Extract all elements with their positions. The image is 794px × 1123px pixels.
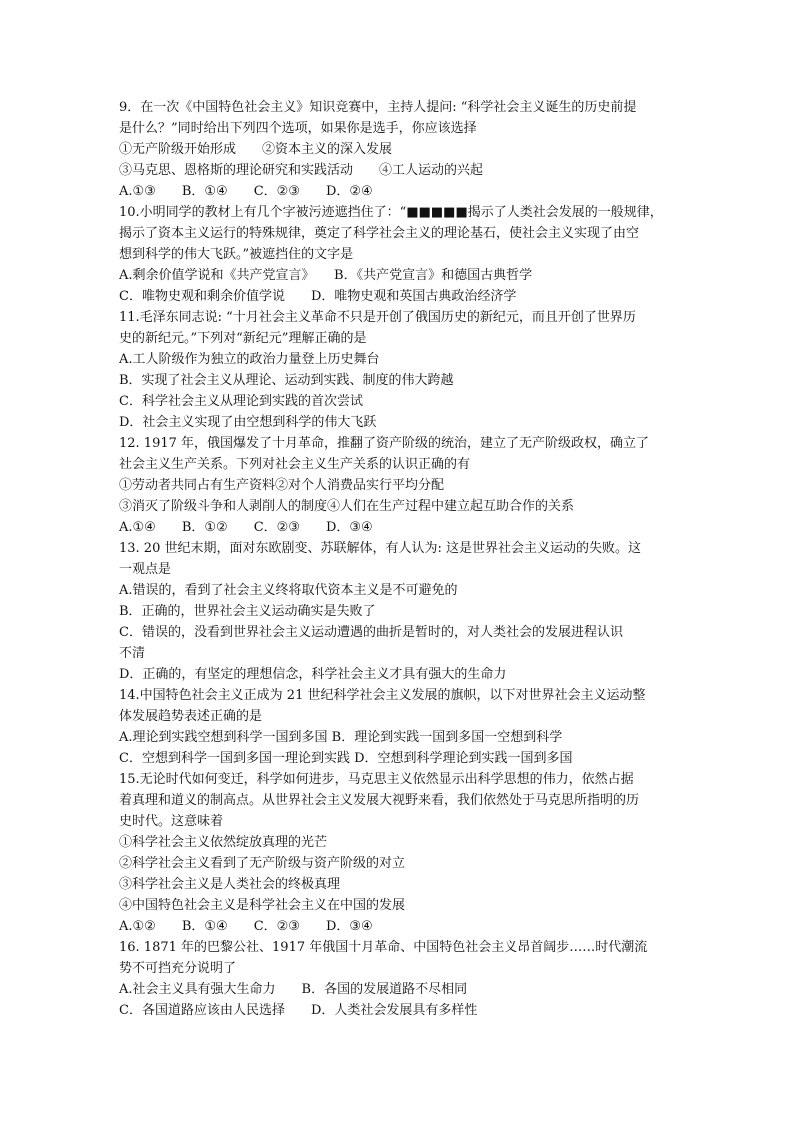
question-stem-line: 是什么？”同时给出下列四个选项，如果你是选手，你应该选择 (119, 121, 477, 136)
answer-option: C．科学社会主义从理论到实践的首次尝试 (119, 394, 363, 409)
question-13 (119, 538, 679, 685)
question-14 (119, 685, 679, 769)
question-sheet (119, 97, 679, 1021)
question-12 (119, 433, 679, 538)
statement-line: ①科学社会主义依然绽放真理的光芒 (119, 835, 328, 850)
answer-options: A.理论到实践空想到科学一国到多国 B．理论到实践一国到多国一空想到科学 (119, 730, 563, 745)
question-stem-line: 社会主义生产关系。下列对社会主义生产关系的认识正确的有 (119, 457, 471, 472)
answer-options: A.①③ B．①④ C．②③ D．②④ (119, 184, 373, 199)
question-11 (119, 307, 679, 433)
statement-line: ③马克思、恩格斯的理论研究和实践活动 ④工人运动的兴起 (119, 163, 484, 178)
answer-options: C．空想到科学一国到多国一理论到实践 D．空想到科学理论到实践一国到多国 (119, 751, 573, 766)
question-10 (119, 202, 679, 307)
question-stem-line: 14.中国特色社会主义正成为 21 世纪科学社会主义发展的旗帜，以下对世界社会主义运动整 (119, 688, 646, 703)
question-stem-line: 史的新纪元。”下列对“新纪元”理解正确的是 (119, 331, 367, 346)
answer-options: C．各国道路应该由人民选择 D．人类社会发展具有多样性 (119, 1003, 478, 1018)
answer-option: C．错误的，没看到世界社会主义运动遭遇的曲折是暂时的，对人类社会的发展进程认识 (119, 625, 623, 640)
statement-line: ④中国特色社会主义是科学社会主义在中国的发展 (119, 898, 406, 913)
answer-options: A.①④ B．①② C．②③ D．③④ (119, 520, 373, 535)
answer-option: D．社会主义实现了由空想到科学的伟大飞跃 (119, 415, 377, 430)
answer-options: A.①② B．①④ C．②③ D．③④ (119, 919, 373, 934)
statement-line: ①无产阶级开始形成 ②资本主义的深入发展 (119, 142, 393, 157)
answer-option: A.工人阶级作为独立的政治力量登上历史舞台 (119, 352, 380, 367)
answer-option: D．正确的，有坚定的理想信念，科学社会主义才具有强大的生命力 (119, 667, 507, 682)
question-9 (119, 97, 679, 202)
question-stem-line: 揭示了资本主义运行的特殊规律，奠定了科学社会主义的理论基石，使社会主义实现了由空 (119, 226, 640, 241)
answer-options: C．唯物史观和剩余价值学说 D．唯物史观和英国古典政治经济学 (119, 289, 517, 304)
statement-line: ③消灭了阶级斗争和人剥削人的制度④人们在生产过程中建立起互助合作的关系 (119, 499, 575, 514)
question-stem-line: 9．在一次《中国特色社会主义》知识竞赛中，主持人提问: “科学社会主义诞生的历史前提 (119, 100, 637, 115)
statement-line: ③科学社会主义是人类社会的终极真理 (119, 877, 341, 892)
question-stem-line: 着真理和道义的制高点。从世界社会主义发展大视野来看，我们依然处于马克思所指明的历 (119, 793, 640, 808)
question-15 (119, 769, 679, 937)
statement-line: ②科学社会主义看到了无产阶级与资产阶级的对立 (119, 856, 406, 871)
question-stem-line: 体发展趋势表述正确的是 (119, 709, 263, 724)
answer-option: A.错误的，看到了社会主义终将取代资本主义是不可避免的 (119, 583, 458, 598)
answer-option-continued: 不清 (119, 646, 146, 661)
question-stem-line: 15.无论时代如何变迁，科学如何进步，马克思主义依然显示出科学思想的伟力，依然占据 (119, 772, 634, 787)
question-stem-line: 12. 1917 年，俄国爆发了十月革命，推翻了资产阶级的统治，建立了无产阶级政权，确立了 (119, 436, 650, 451)
question-stem-line: 想到科学的伟大飞跃。”被遮挡住的文字是 (119, 247, 354, 262)
question-stem-line: 11.毛泽东同志说: “十月社会主义革命不只是开创了俄国历史的新纪元，而且开创了世界历 (119, 310, 636, 325)
answer-option: B．实现了社会主义从理论、运动到实践、制度的伟大跨越 (119, 373, 454, 388)
question-stem-line: 史时代。这意味着 (119, 814, 224, 829)
question-stem-line: 10.小明同学的教材上有几个字被污迹遮挡住了：“■■■■■揭示了人类社会发展的一般规律， (119, 205, 663, 220)
statement-line: ①劳动者共同占有生产资料②对个人消费品实行平均分配 (119, 478, 445, 493)
answer-options: A.剩余价值学说和《共产党宣言》 B．《共产党宣言》和德国古典哲学 (119, 268, 533, 283)
answer-option: B．正确的，世界社会主义运动确实是失败了 (119, 604, 376, 619)
answer-options: A.社会主义具有强大生命力 B．各国的发展道路不尽相同 (119, 982, 468, 997)
question-stem-line: 13. 20 世纪末期，面对东欧剧变、苏联解体，有人认为: 这是世界社会主义运动的失败。这 (119, 541, 641, 556)
question-stem-line: 16. 1871 年的巴黎公社、1917 年俄国十月革命、中国特色社会主义昂首阔步……时代潮流 (119, 940, 648, 955)
question-16 (119, 937, 679, 1021)
question-stem-line: 势不可挡充分说明了 (119, 961, 237, 976)
question-stem-line: 一观点是 (119, 562, 172, 577)
